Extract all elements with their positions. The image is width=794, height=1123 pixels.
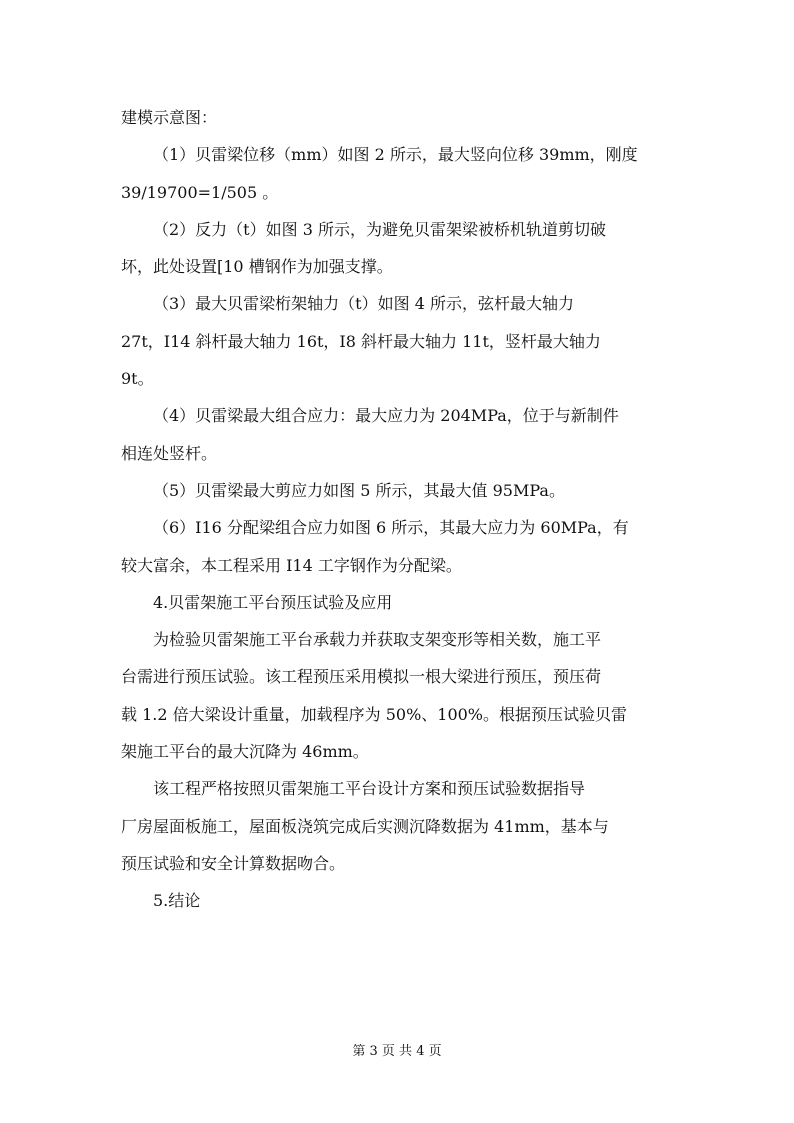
paragraph: [121, 770, 676, 882]
document-body: [121, 99, 676, 920]
paragraph: [121, 882, 676, 919]
text-line: 预压试验和安全计算数据吻合。: [121, 853, 346, 873]
text-line: 9t。: [121, 369, 154, 389]
paragraph: [121, 136, 676, 211]
page-footer: [0, 1044, 794, 1060]
text-line: 载 1.2 倍大梁设计重量，加载程序为 50%、100%。根据预压试验贝雷: [121, 704, 628, 724]
text-line: 4.贝雷架施工平台预压试验及应用: [153, 592, 393, 612]
text-line: （2）反力（t）如图 3 所示，为避免贝雷架梁被桥机轨道剪切破: [153, 219, 606, 239]
paragraph: [121, 584, 676, 621]
paragraph: [121, 211, 676, 286]
paragraph: [121, 397, 676, 472]
text-line: 为检验贝雷架施工平台承载力并获取支架变形等相关数，施工平: [153, 630, 602, 650]
paragraph: [121, 285, 676, 397]
text-line: 厂房屋面板施工，屋面板浇筑完成后实测沉降数据为 41mm，基本与: [121, 816, 609, 836]
text-line: （3）最大贝雷梁桁架轴力（t）如图 4 所示，弦杆最大轴力: [153, 294, 574, 314]
text-line: （5）贝雷梁最大剪应力如图 5 所示，其最大值 95MPa。: [153, 480, 565, 500]
text-line: 较大富余，本工程采用 I14 工字钢作为分配梁。: [121, 555, 462, 575]
text-line: （1）贝雷梁位移（mm）如图 2 所示，最大竖向位移 39mm，刚度: [153, 145, 638, 165]
text-line: 台需进行预压试验。该工程预压采用模拟一根大梁进行预压，预压荷: [121, 667, 602, 687]
text-line: 建模示意图：: [121, 108, 218, 127]
text-line: 该工程严格按照贝雷架施工平台设计方案和预压试验数据指导: [153, 779, 586, 799]
text-line: 相连处竖杆。: [121, 443, 218, 463]
text-line: （4）贝雷梁最大组合应力：最大应力为 204MPa，位于与新制件: [153, 406, 619, 426]
paragraph: [121, 472, 676, 509]
text-line: 39/19700=1/505 。: [121, 182, 279, 202]
text-line: 架施工平台的最大沉降为 46mm。: [121, 742, 369, 762]
text-line: 27t，I14 斜杆最大轴力 16t，I8 斜杆最大轴力 11t，竖杆最大轴力: [121, 331, 601, 351]
paragraph: [121, 509, 676, 584]
paragraph: [121, 99, 676, 136]
text-line: 坏，此处设置[10 槽钢作为加强支撑。: [121, 257, 393, 277]
text-line: 5.结论: [153, 891, 201, 911]
text-line: （6）I16 分配梁组合应力如图 6 所示，其最大应力为 60MPa，有: [153, 518, 629, 538]
paragraph: [121, 621, 676, 770]
page-number: 第 3 页 共 4 页: [352, 1044, 442, 1059]
